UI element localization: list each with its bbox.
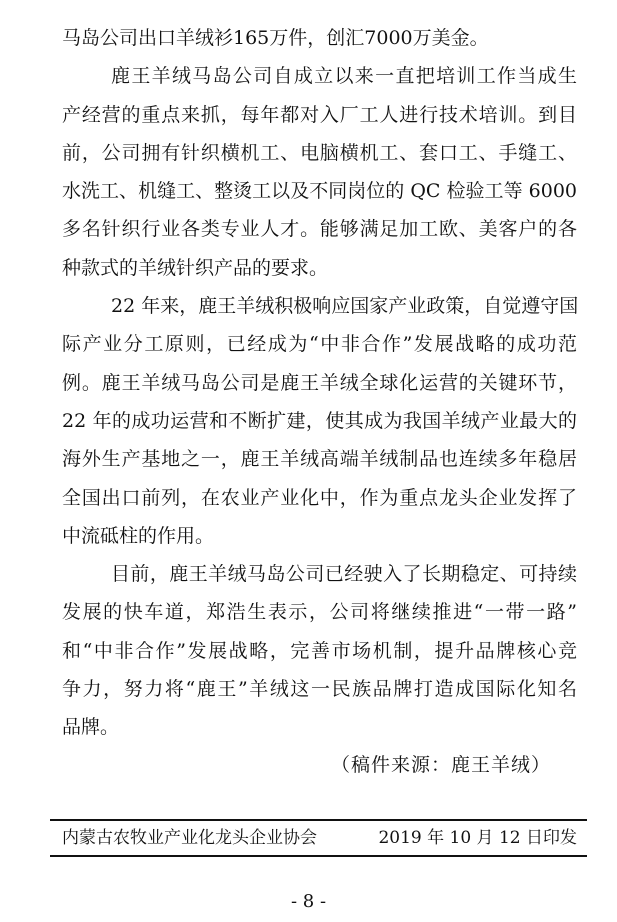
paragraph-line: 全国出口前列，在农业产业化中，作为重点龙头企业发挥了 <box>62 486 577 509</box>
footer-date: 2019 年 10 月 12 日印发 <box>378 828 577 848</box>
footer-top-rule <box>50 819 587 821</box>
paragraph-line: 际产业分工原则，已经成为“中非合作”发展战略的成功范 <box>62 333 577 356</box>
paragraph <box>62 57 577 287</box>
paragraph-line: 发展的快车道，郑浩生表示，公司将继续推进“一带一路” <box>62 601 577 624</box>
paragraph-line: 海外生产基地之一，鹿王羊绒高端羊绒制品也连续多年稳居 <box>62 448 577 471</box>
paragraph-line: 22 年的成功运营和不断扩建，使其成为我国羊绒产业最大的 <box>62 409 577 432</box>
paragraph-line: 争力，努力将“鹿王”羊绒这一民族品牌打造成国际化知名 <box>62 678 577 701</box>
paragraph-line: 鹿王羊绒马岛公司自成立以来一直把培训工作当成生 <box>111 65 577 88</box>
paragraph-line: 例。鹿王羊绒马岛公司是鹿王羊绒全球化运营的关键环节， <box>62 371 577 394</box>
source-note: （稿件来源：鹿王羊绒） <box>330 754 551 776</box>
article-body <box>62 19 577 747</box>
paragraph <box>62 19 577 57</box>
paragraph-line: 水洗工、机缝工、整烫工以及不同岗位的 QC 检验工等 6000 <box>62 180 577 203</box>
paragraph-line: 22 年来，鹿王羊绒积极响应国家产业政策，自觉遵守国 <box>111 295 579 318</box>
paragraph-line: 前，公司拥有针织横机工、电脑横机工、套口工、手缝工、 <box>62 141 577 164</box>
paragraph-line: 产经营的重点来抓，每年都对入厂工人进行技术培训。到目 <box>62 103 577 126</box>
paragraph <box>62 287 577 555</box>
paragraph-line: 中流砥柱的作用。 <box>62 524 215 547</box>
paragraph-line: 目前，鹿王羊绒马岛公司已经驶入了长期稳定、可持续 <box>111 563 577 586</box>
paragraph <box>62 555 577 746</box>
page-number: - 8 - <box>290 891 327 912</box>
paragraph-line: 种款式的羊绒针织产品的要求。 <box>62 256 329 279</box>
footer-publisher: 内蒙古农牧业产业化龙头企业协会 <box>62 828 317 848</box>
paragraph-line: 和“中非合作”发展战略，完善市场机制，提升品牌核心竞 <box>62 639 577 662</box>
footer-bottom-rule <box>50 855 587 857</box>
footer <box>62 826 577 850</box>
paragraph-line: 多名针织行业各类专业人才。能够满足加工欧、美客户的各 <box>62 218 577 241</box>
paragraph-line: 马岛公司出口羊绒衫165万件，创汇7000万美金。 <box>62 27 489 49</box>
paragraph-line: 品牌。 <box>62 716 120 739</box>
